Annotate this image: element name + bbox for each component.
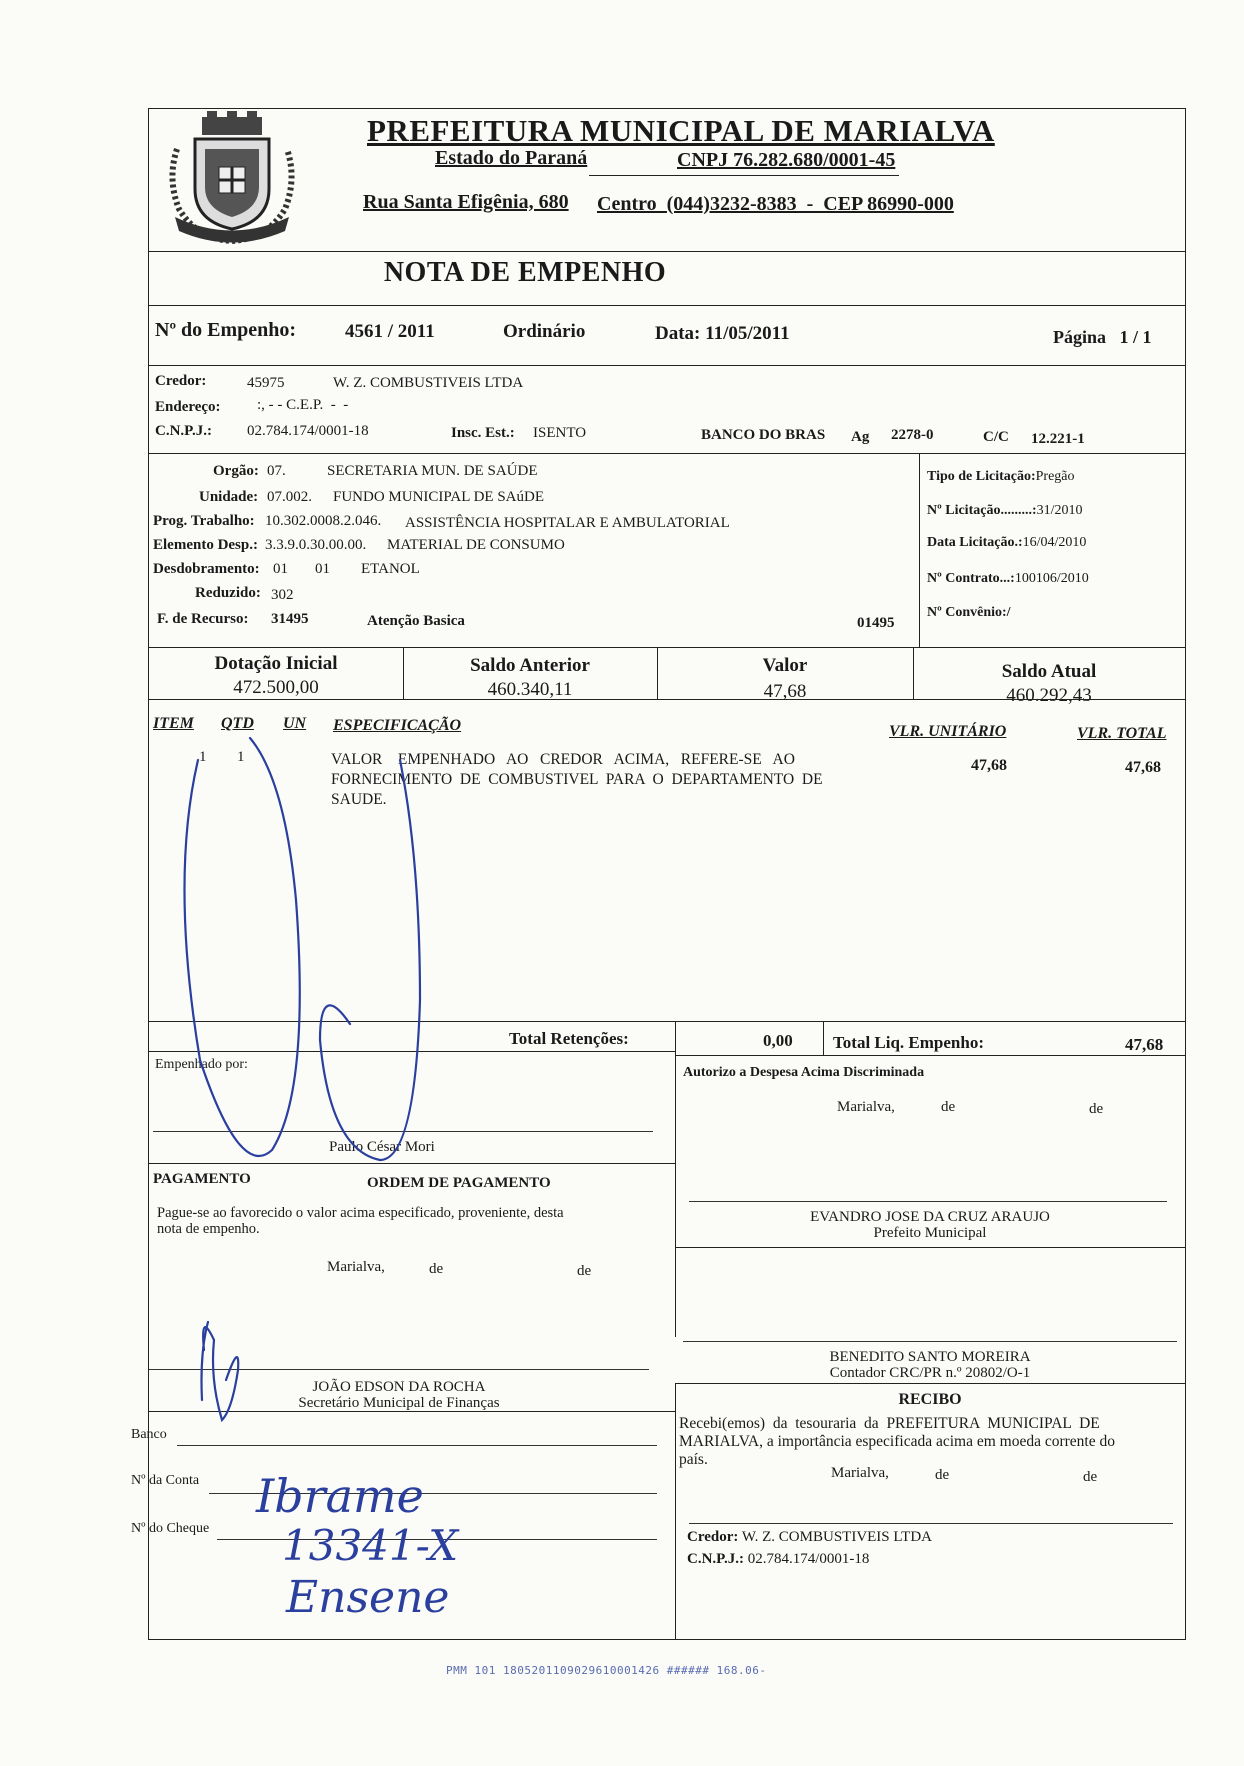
prog-label: Prog. Trabalho: [153,513,255,529]
signature-mark-icon [202,1322,239,1420]
tipo-value: Pregão [1035,469,1075,484]
pagamento-text-line2: nota de empenho. [157,1221,260,1237]
district-phone-label: Centro (044)3232-8383 - CEP 86990-000 [597,193,954,215]
item-qtd: 1 [237,749,245,765]
elemento-name: MATERIAL DE CONSUMO [387,537,565,553]
col-un: UN [283,715,307,732]
item-spec-line2: FORNECIMENTO DE COMBUSTIVEL PARA O DEPARTAMENTO DE [331,771,823,788]
col-unit-value: VLR. UNITÁRIO [889,723,1007,740]
recibo-place: Marialva, [831,1465,889,1481]
desdobramento-b: 01 [315,561,330,577]
insc-value: ISENTO [533,425,587,441]
unidade-code: 07.002. [267,489,312,505]
agency-label: Ag [851,429,870,445]
municipality-title: PREFEITURA MUNICIPAL DE MARIALVA [367,113,995,148]
saldo-atual-value: 460.292,43 [1006,685,1092,706]
tipo-label: Tipo de Licitação: [927,469,1036,484]
agency-value: 2278-0 [891,427,934,443]
recibo-cnpj-value: 02.784.174/0001-18 [747,1551,870,1567]
col-item: ITEM [153,715,194,732]
contrato-label: Nº Contrato...: [927,571,1015,586]
prefeito-name: EVANDRO JOSE DA CRUZ ARAUJO [810,1209,1050,1225]
empenho-date: Data: 11/05/2011 [655,323,790,344]
col-total-value: VLR. TOTAL [1077,725,1167,742]
saldo-anterior-label: Saldo Anterior [470,655,590,676]
reduzido-value: 302 [271,587,294,603]
fonte-desc: Atenção Basica [367,613,465,629]
prog-name: ASSISTÊNCIA HOSPITALAR E AMBULATORIAL [405,515,730,531]
secretario-name: JOÃO EDSON DA ROCHA [312,1379,486,1395]
signature-scribble-icon [184,738,420,1160]
pagamento-de1: de [429,1261,444,1277]
cnpj-label: CNPJ 76.282.680/0001-45 [677,149,896,171]
col-qtd: QTD [221,715,254,732]
liquido-label: Total Liq. Empenho: [833,1033,984,1052]
secretario-role: Secretário Municipal de Finanças [298,1395,500,1411]
account-label: C/C [983,429,1009,445]
reduzido-label: Reduzido: [195,585,261,601]
bank-name: BANCO DO BRAS [701,427,826,443]
orgao-label: Orgão: [213,463,259,479]
cheque-handwritten: Ensene [286,1572,450,1623]
retencoes-value: 0,00 [763,1031,793,1050]
contrato-value: 100106/2010 [1014,571,1089,586]
recibo-label: RECIBO [898,1391,962,1408]
banco-handwritten: Ibrame [256,1469,424,1523]
empenhado-label: Empenhado por: [155,1057,248,1072]
item-spec-line1: VALOR EMPENHADO AO CREDOR ACIMA, REFERE-SE AO [331,751,795,768]
doc-title: NOTA DE EMPENHO [383,257,667,288]
empenho-type: Ordinário [503,321,586,342]
saldo-atual-label: Saldo Atual [1001,661,1097,682]
dotacao-inicial-label: Dotação Inicial [214,653,338,674]
fonte-value: 31495 [271,611,309,627]
orgao-name: SECRETARIA MUN. DE SAÚDE [327,463,538,479]
desdobramento-label: Desdobramento: [153,561,260,577]
unidade-label: Unidade: [199,489,259,505]
recibo-de1: de [935,1467,950,1483]
recibo-credor-name: W. Z. COMBUSTIVEIS LTDA [741,1529,933,1545]
cnpj-label: C.N.P.J.: [155,423,212,439]
prog-code: 10.302.0008.2.046. [265,513,382,529]
ordem-pagamento-label: ORDEM DE PAGAMENTO [367,1175,551,1191]
licitacao-num-value: 31/2010 [1036,503,1083,518]
recibo-text-line1: Recebi(emos) da tesouraria da PREFEITURA MUNICIPAL DE [679,1415,1100,1432]
credor-address: :, - - C.E.P. - - [257,397,349,413]
licitacao-num-label: Nº Licitação.........: [927,503,1037,518]
pagamento-label: PAGAMENTO [153,1171,251,1187]
prefeito-role: Prefeito Municipal [873,1225,987,1241]
cheque-label: Nº do Cheque [131,1521,210,1536]
recibo-de2: de [1083,1469,1098,1485]
convenio-label: Nº Convênio:/ [927,605,1011,620]
address-label: Endereço: [155,399,221,415]
credor-code: 45975 [247,375,285,391]
elemento-code: 3.3.9.0.30.00.00. [265,537,367,553]
credor-label: Credor: [155,373,207,389]
empenho-number-label: Nº do Empenho: [155,319,297,341]
pagamento-text-line1: Pague-se ao favorecido o valor acima especificado, proveniente, desta [157,1205,564,1221]
recibo-cnpj-label: C.N.P.J.: [687,1551,744,1567]
insc-label: Insc. Est.: [451,425,515,441]
account-value: 12.221-1 [1031,431,1085,447]
licitacao-date-value: 16/04/2010 [1022,535,1087,550]
autorizo-de2: de [1089,1101,1104,1117]
autorizo-place: Marialva, [837,1099,895,1115]
saldo-anterior-value: 460.340,11 [487,679,573,700]
recibo-credor-label: Credor: [687,1529,739,1545]
unidade-name: FUNDO MUNICIPAL DE SAúDE [333,489,544,505]
empenho-number: 4561 / 2011 [345,321,435,342]
autorizo-label: Autorizo a Despesa Acima Discriminada [683,1065,925,1080]
address-label: Rua Santa Efigênia, 680 [363,191,569,213]
conta-handwritten: 13341-X [282,1521,459,1570]
banco-label: Banco [131,1427,167,1442]
state-label: Estado do Paraná [435,147,588,169]
licitacao-date-label: Data Licitação.: [927,535,1023,550]
desdobramento-name: ETANOL [361,561,420,577]
valor-value: 47,68 [763,681,807,702]
credor-cnpj: 02.784.174/0001-18 [247,423,369,439]
item-unit-value: 47,68 [971,757,1007,774]
fonte-code: 01495 [857,615,895,631]
contador-role: Contador CRC/PR n.º 20802/O-1 [829,1365,1031,1381]
recibo-text-line2: MARIALVA, a importância especificada acima em moeda corrente do [679,1433,1115,1450]
credor-name: W. Z. COMBUSTIVEIS LTDA [333,375,524,391]
pagamento-place: Marialva, [327,1259,385,1275]
liquido-value: 47,68 [1125,1035,1164,1054]
elemento-label: Elemento Desp.: [153,537,258,553]
retencoes-label: Total Retenções: [509,1029,629,1048]
page-number: Página 1 / 1 [1053,327,1152,347]
autorizo-de1: de [941,1099,956,1115]
orgao-code: 07. [267,463,286,479]
item-total-value: 47,68 [1125,759,1161,776]
item-spec-line3: SAUDE. [331,791,387,808]
conta-label: Nº da Conta [131,1473,200,1488]
dotacao-inicial-value: 472.500,00 [233,677,319,698]
footer-code: PMM 101 1805201109029610001426 ###### 168.06- [446,1664,767,1677]
item-number: 1 [199,749,207,765]
valor-label: Valor [762,655,808,676]
fonte-label: F. de Recurso: [157,611,249,627]
empenhado-name: Paulo César Mori [329,1139,435,1155]
desdobramento-a: 01 [273,561,288,577]
pagamento-de2: de [577,1263,592,1279]
contador-name: BENEDITO SANTO MOREIRA [829,1349,1031,1365]
col-spec: ESPECIFICAÇÃO [333,717,462,734]
recibo-text-line3: país. [679,1451,708,1468]
